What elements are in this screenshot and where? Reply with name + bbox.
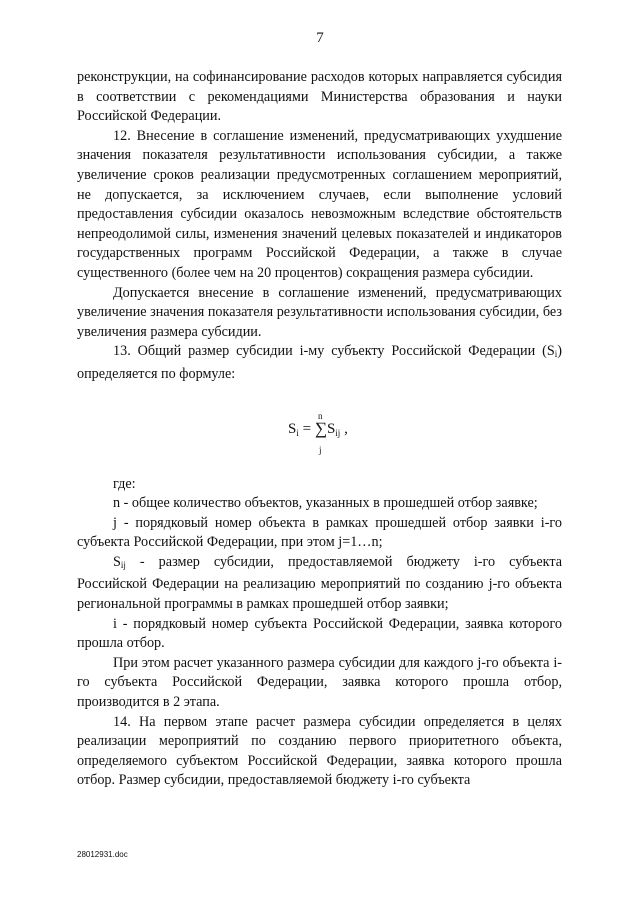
- paragraph-14: 14. На первом этапе расчет размера субсидии определяется в целях реализации мероприятий по созданию первого приоритетного объекта, определяемого субъектом Российской Федерации, заявка которого прошла отбор. Размер субсидии, предоставляемой бюджету i-го субъекта: [77, 713, 562, 789]
- definition-j: j - порядковый номер объекта в рамках прошедшей отбор заявки i-го субъекта Российской Федерации, при этом j=1…n;: [77, 514, 562, 551]
- document-body: [77, 68, 562, 791]
- formula-main: $S_i = \sum S_{ij}$ ,: [288, 418, 348, 438]
- paragraph-two-stages: При этом расчет указанного размера субсидии для каждого j-го объекта i-го субъекта Российской Федерации, заявка которого прошла отбор, производится в 2 этапа.: [77, 654, 562, 711]
- paragraph-allowed-changes: Допускается внесение в соглашение изменений, предусматривающих увеличение значения показателя результативности использования субсидии, без увеличения размера субсидии.: [77, 284, 562, 340]
- sigma-symbol: ∑: [314, 418, 327, 438]
- paragraph-continuation: реконструкции, на софинансирование расходов которых направляется субсидия в соответствии с рекомендациями Министерства образования и науки Российской Федерации.: [77, 69, 562, 125]
- sum-lower-index: j: [319, 444, 322, 455]
- definition-i: i - порядковый номер субъекта Российской Федерации, заявка которого прошла отбор.: [77, 615, 562, 652]
- definition-n: n - общее количество объектов, указанных в прошедшей отбор заявке;: [113, 495, 538, 512]
- file-name-footer: 28012931.doc: [77, 850, 128, 859]
- paragraph-13: 13. Общий размер субсидии i-му субъекту Российской Федерации $(S_i)$ определяется по формуле:: [77, 343, 562, 382]
- sum-upper-limit: n: [318, 410, 323, 421]
- where-label: где:: [113, 475, 136, 492]
- formula: [77, 385, 562, 463]
- paragraph-12: 12. Внесение в соглашение изменений, предусматривающих ухудшение значения показателя результативности использования субсидии, а также увеличение сроков реализации предусмотренных соглашением мероприятий, не допускается, за исключением случаев, если выполнение условий предоставления субсидии оказалось невозможным вследствие обстоятельств непреодолимой силы, изменения значений целевых показателей и индикаторов государственных программ Российской Федерации, а также в случае существенного (более чем на 20 процентов) сокращения размера субсидии.: [77, 127, 562, 281]
- definition-sij: $S_{ij}$ - размер субсидии, предоставляемой бюджету i-го субъекта Российской Федерации на реализацию мероприятий по созданию j-го объекта региональной программы в рамках прошедшей отбор заявки;: [77, 553, 562, 613]
- page-number: 7: [316, 30, 324, 46]
